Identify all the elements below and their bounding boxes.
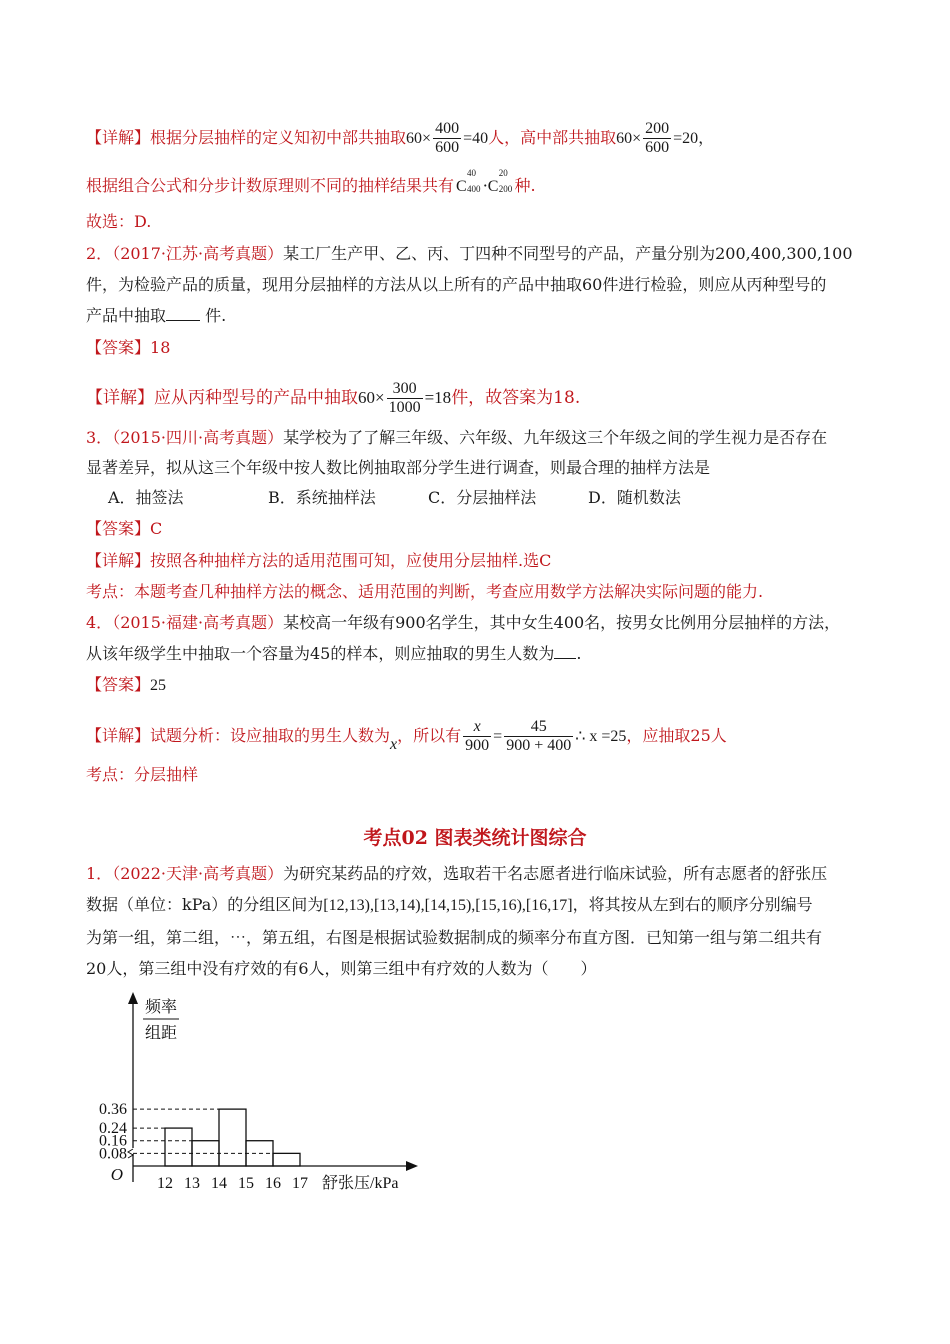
answer-label: 【答案】 (86, 338, 151, 357)
detail-label: 【详解】 (86, 128, 151, 147)
detail-label: 【详解】 (86, 551, 151, 570)
question-text: 为研究某药品的疗效，选取若干名志愿者进行临床试验，所有志愿者的舒张压 (283, 864, 828, 883)
numerator: 200 (645, 120, 670, 137)
answer-blank (166, 306, 200, 321)
question-text: 某校高一年级有900名学生，其中女生400名，按男女比例用分层抽样的方法， (283, 613, 841, 632)
x-tick-label: 15 (238, 1175, 254, 1192)
question-text: 产品中抽取 (86, 306, 167, 325)
q2-answer (86, 336, 170, 360)
detail-text: 根据分层抽样的定义知初中部共抽取 (150, 128, 407, 147)
histogram-bars (165, 1109, 300, 1166)
option-c[interactable]: C．分层抽样法 (428, 488, 537, 507)
answer-value: C (150, 519, 163, 538)
q3-detail (86, 549, 551, 573)
detail-text: 件，故答案为18. (451, 388, 581, 408)
math-result: =20 (673, 130, 699, 147)
q3-line2: 显著差异，拟从这三个年级中按人数比例抽取部分学生进行调查，则最合理的抽样方法是 (86, 458, 711, 477)
detail-text: ，应抽取25人 (626, 726, 727, 745)
detail-text: ，所以有 (397, 726, 462, 745)
p1-line2 (86, 893, 813, 918)
x-axis-label: 舒张压/kPa (322, 1175, 399, 1192)
comb-sub: 200 (498, 184, 513, 194)
intervals: [12,13),[13,14),[14,15),[15,16),[16,17] (323, 897, 573, 914)
x-tick-label: 17 (292, 1175, 308, 1192)
q3-options (108, 486, 748, 510)
question-number: 1． (86, 864, 113, 883)
question-source: （2015·福建·高考真题） (112, 613, 284, 632)
fraction (463, 718, 491, 755)
math-prefix: 60× (406, 130, 432, 147)
equals: = (493, 728, 503, 745)
denominator: 900 (465, 737, 490, 754)
question-text: 从该年级学生中抽取一个容量为45的样本，则应抽取的男生人数为 (86, 644, 555, 663)
option-b[interactable]: B．系统抽样法 (268, 488, 376, 507)
numerator: x (463, 718, 491, 737)
fraction (433, 120, 461, 157)
question-source: （2015·四川·高考真题） (112, 428, 284, 447)
question-number: 3． (86, 428, 113, 447)
detail-text: 种. (514, 176, 536, 195)
y-axis-label-denominator: 组距 (145, 1025, 178, 1042)
x-axis-arrow (406, 1161, 418, 1171)
histogram-bar (219, 1109, 246, 1166)
question-text: 件. (205, 306, 227, 325)
q3-line1 (86, 426, 827, 450)
detail-text: 试题分析：设应抽取的男生人数为 (150, 726, 391, 745)
question-number: 4． (86, 613, 113, 632)
detail-label: 【详解】 (86, 388, 154, 408)
comb-base: C (487, 178, 499, 195)
q1-detail-line1 (86, 120, 714, 157)
frequency-histogram (86, 990, 436, 1220)
y-tick-label: 0.36 (99, 1101, 127, 1119)
y-tick-label: 0.24 (99, 1120, 127, 1138)
q4-answer (86, 673, 166, 698)
dot: · (482, 176, 488, 195)
x-tick-label: 13 (184, 1175, 200, 1192)
comb-sup: 20 (498, 168, 508, 178)
histogram-bar (165, 1128, 192, 1166)
q4-kaodian: 考点：分层抽样 (86, 765, 199, 784)
answer-value: 18 (150, 338, 171, 357)
numerator: 300 (387, 380, 423, 399)
p1-line1 (86, 862, 827, 886)
histogram-bar (273, 1153, 300, 1166)
q2-line1 (86, 242, 853, 266)
question-text: 某工厂生产甲、乙、丙、丁四种不同型号的产品，产量分别为200,400,300,100 (283, 244, 853, 263)
y-axis-label-numerator: 频率 (145, 999, 178, 1016)
answer-label: 【答案】 (86, 519, 151, 538)
option-d[interactable]: D．随机数法 (588, 488, 681, 507)
q2-line3 (86, 304, 226, 328)
combination (487, 168, 515, 199)
question-text: 某学校为了了解三年级、六年级、九年级这三个年级之间的学生视力是否存在 (283, 428, 828, 447)
origin-label: O (110, 1165, 123, 1184)
math-result: =18 (424, 388, 452, 407)
p1-line3: 为第一组，第二组，⋯，第五组，右图是根据试验数据制成的频率分布直方图．已知第一组与第二组共有 (86, 928, 823, 947)
fraction (643, 120, 671, 157)
p1-line4: 20人，第三组中没有疗效的有6人，则第三组中有疗效的人数为（ ） (86, 959, 597, 978)
q3-kaodian: 考点：本题考查几种抽样方法的概念、适用范围的判断，考查应用数学方法解决实际问题的能力. (86, 582, 764, 601)
detail-text: 根据组合公式和分步计数原理则不同的抽样结果共有 (86, 176, 455, 195)
denominator: 600 (435, 139, 460, 156)
question-text: ，将其按从左到右的顺序分别编号 (572, 895, 813, 914)
q1-choice: 故选：D. (86, 212, 152, 231)
axis-break (128, 1149, 133, 1158)
comb-base: C (456, 178, 467, 195)
question-source: （2022·天津·高考真题） (112, 864, 284, 883)
numerator: 400 (435, 120, 460, 137)
combination (456, 168, 483, 199)
detail-label: 【详解】 (86, 726, 151, 745)
y-tick-label: 0.08 (99, 1145, 127, 1163)
question-source: （2017·江苏·高考真题） (112, 244, 284, 263)
denominator: 900 + 400 (506, 737, 572, 754)
y-axis-arrow (128, 992, 138, 1004)
option-a[interactable]: A．抽签法 (108, 488, 184, 507)
histogram-guides (133, 1109, 273, 1153)
section-title: 考点02 图表类统计图综合 (363, 827, 587, 849)
y-tick-label: 0.16 (99, 1132, 127, 1150)
comb-sup: 40 (467, 168, 477, 178)
q4-line2 (86, 642, 581, 666)
x-tick-label: 14 (211, 1175, 227, 1192)
q1-detail-line2 (86, 168, 536, 199)
question-text: 数据（单位：kPa）的分组区间为 (86, 895, 324, 914)
punct: ， (698, 128, 715, 147)
fraction (504, 718, 573, 755)
answer-value: 25 (150, 677, 167, 694)
math-prefix: 60× (616, 130, 642, 147)
detail-text: 人，高中部共抽取 (488, 128, 617, 147)
answer-label: 【答案】 (86, 675, 151, 694)
math-prefix: 60× (358, 388, 385, 407)
question-number: 2． (86, 244, 113, 263)
q4-line1 (86, 611, 840, 635)
variable-x: x (390, 736, 398, 753)
numerator: 45 (504, 718, 573, 737)
answer-blank (554, 644, 576, 659)
fraction (387, 380, 423, 417)
histogram-labels (99, 998, 398, 1192)
question-text: . (576, 644, 582, 663)
denominator: 600 (645, 139, 670, 156)
x-tick-label: 16 (265, 1175, 281, 1192)
math-result: =40 (463, 130, 489, 147)
comb-sub: 400 (467, 184, 481, 194)
detail-text: 按照各种抽样方法的适用范围可知，应使用分层抽样.选C (150, 551, 552, 570)
therefore-expr: ∴ x =25 (575, 728, 627, 745)
q3-answer (86, 517, 162, 541)
denominator: 1000 (388, 399, 421, 416)
q4-detail (86, 718, 727, 755)
detail-text: 应从丙种型号的产品中抽取 (154, 388, 358, 408)
q2-line2: 件，为检验产品的质量，现用分层抽样的方法从以上所有的产品中抽取60件进行检验，则应从丙种型号的 (86, 275, 827, 294)
q2-detail (86, 380, 580, 417)
x-tick-label: 12 (157, 1175, 173, 1192)
